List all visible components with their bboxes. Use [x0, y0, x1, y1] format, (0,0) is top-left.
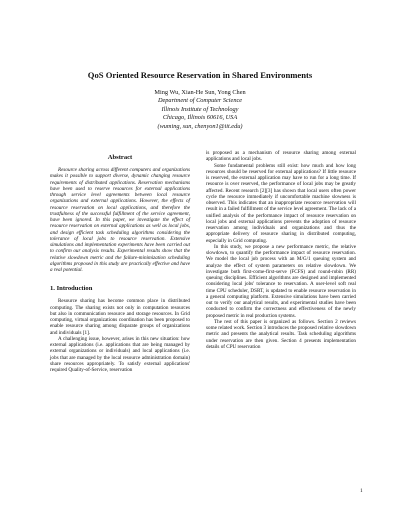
right-column: [206, 150, 356, 350]
section-heading-introduction: 1. Introduction: [50, 285, 93, 293]
abstract-heading: Abstract: [107, 154, 133, 161]
location: Chicago, Illinois 60616, USA: [162, 114, 238, 122]
page-number: 1: [360, 488, 363, 494]
body-paragraph: The rest of this paper is organized as follows. Section 2 reviews some related work. Section 3 introduces the proposed relative slowdown metric and presents the analytical results. Task scheduling algorithms under reservation are then given. Section 4 presents implementation details of CPU reservation: [206, 318, 356, 350]
body-paragraph: is proposed as a mechanism of resource sharing among external applications and local jobs.: [206, 150, 356, 163]
author-block: [0, 89, 400, 131]
email: (wuming, sun, chenyon1@iit.edu): [157, 122, 243, 130]
department: Department of Computer Science: [157, 97, 243, 105]
institution: Illinois Institute of Technology: [161, 105, 239, 113]
paper-title: QoS Oriented Resource Reservation in Shared Environments: [87, 70, 313, 80]
left-column: [50, 150, 190, 373]
intro-paragraph: Resource sharing has become common place in distributed computing. The sharing exists not only in computation resources but also in communication resource and storage resources. In Grid computing, virtual organizations coordination has been proposed to enable resource sharing among disparate groups of organizations and individuals [1].: [50, 298, 190, 336]
intro-paragraph: A challenging issue, however, arises in this new situation: how external applications (i.e. applications that are being managed by external organizations or individuals) and local applications (i.e. jobs that are managed by the local resource administration domain) share resources appropriately. To satisfy external applications' required Quality-of-Service, reservation: [50, 335, 190, 373]
body-paragraph: Some fundamental problems still exist: how much and how long resources should be reserved for external applications? If little resource is reserved, the external application may have to run for a long time. If resource is over reserved, the performance of local jobs may be greatly affected. Recent research [2][3] has shown that local users often power cycle the resource immediately if uncomfortable machine slowness is observed. This indicates that an inappropriate resource reservation will result in a failed fulfillment of the service level agreement. The lack of a unified analysis of the performance impact of resource reservation on local jobs and external applications prevents the adoption of resource reservation among individuals and organizations and thus the appropriate delivery of resource sharing in distributed computing, especially in Grid computing.: [206, 162, 356, 244]
abstract-text: Resource sharing across different computers and organizations makes it possible to support diverse, dynamic changing resource requirements of distributed applications. Reservation mechanisms have been used to reserve resources for external applications through service level agreements between local resource organizations and external applications. However, the effects of resource reservation on local applications, and therefore the trustfulness of the successful fulfillment of the service agreement, have been ignored. In this paper, we investigate the effect of resource reservation on external applications as well as local jobs, and design efficient task scheduling algorithms considering the tolerance of local jobs to resource reservation. Extensive simulations and implementation experiments have been carried out to confirm our analysis results. Experimental results show that the relative slowdown metric and the failure-minimization scheduling algorithms proposed in this study are practically effective and have a real potential.: [50, 167, 190, 273]
author-names: Ming Wu, Xian-He Sun, Yong Chen: [154, 89, 246, 96]
body-paragraph: In this study, we propose a new performance metric, the relative slowdown, to quantify the performance impact of resource reservation. We model the local job process with an M/G/1 queuing system and analyze the effect of system parameters on relative slowdown. We investigate both first-come-first-serve (FCFS) and round-robin (RR) queuing disciplines. Efficient algorithms are designed and implemented considering local jobs' tolerance to reservation. A user-level soft real time CPU scheduler, DSRT, is updated to enable resource reservation in a general computing platform. Extensive simulations have been carried out to verify our analytical results, and experimental studies have been conducted to confirm the correctness and effectiveness of the newly proposed metric in real production systems.: [206, 243, 356, 319]
